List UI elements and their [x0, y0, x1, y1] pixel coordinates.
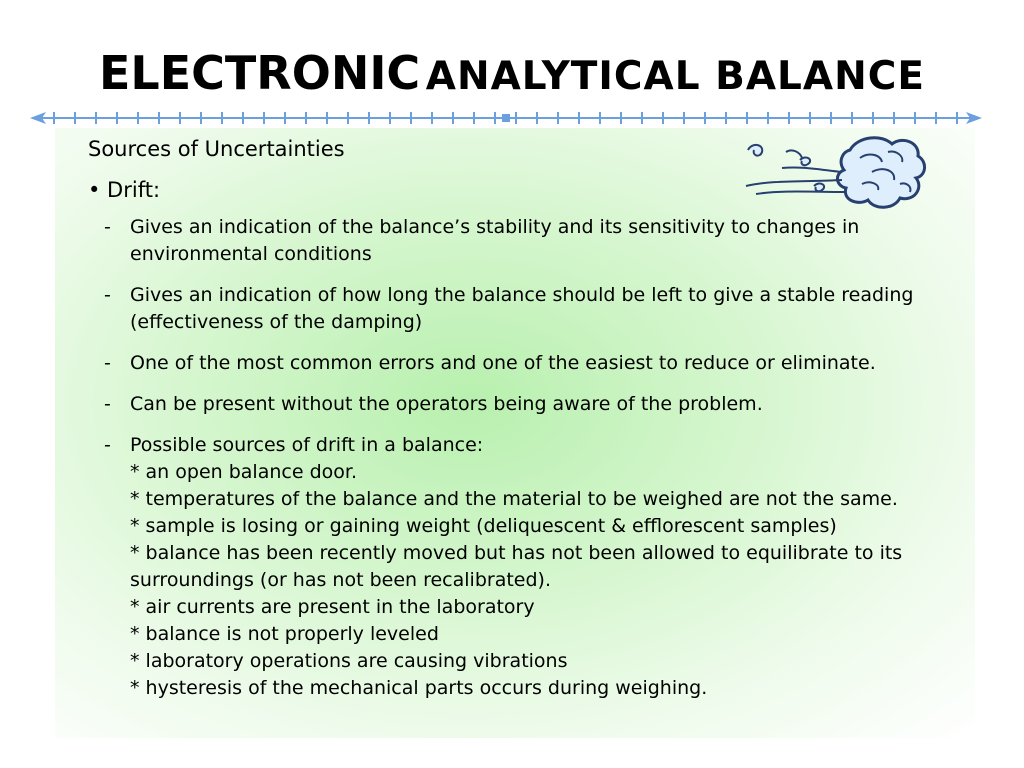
drift-source: * an open balance door.	[130, 461, 357, 483]
drift-source: * sample is losing or gaining weight (deliquescent & efflorescent samples)	[130, 515, 837, 537]
bullet-drift: • Drift:	[88, 178, 161, 202]
title-part-1: ELECTRONIC	[99, 46, 421, 100]
list-item	[88, 391, 968, 418]
drift-source: * temperatures of the balance and the material to be weighed are not the same.	[130, 488, 898, 510]
drift-source: * air currents are present in the laboratory	[130, 596, 535, 618]
section-heading: Sources of Uncertainties	[88, 137, 345, 161]
drift-source: * laboratory operations are causing vibrations	[130, 650, 568, 672]
item-text: Gives an indication of how long the balance should be left to give a stable reading (effectiveness of the damping)	[130, 284, 914, 333]
drift-list	[88, 214, 968, 702]
ruler-divider	[28, 108, 984, 128]
dash-marker: -	[104, 216, 111, 238]
drift-source: * balance is not properly leveled	[130, 623, 439, 645]
dash-marker: -	[104, 393, 111, 415]
list-item	[88, 282, 968, 336]
sources-intro: Possible sources of drift in a balance:	[130, 434, 484, 456]
dash-marker: -	[104, 352, 111, 374]
drift-source: * balance has been recently moved but has not been allowed to equilibrate to its surroundings (or has not been recalibrated).	[130, 542, 903, 591]
item-text: Can be present without the operators being aware of the problem.	[130, 393, 763, 415]
drift-sources-list	[130, 459, 968, 702]
ruler-center-mark	[502, 114, 510, 122]
slide-title	[0, 46, 1024, 100]
slide-body	[88, 134, 968, 716]
dash-marker: -	[104, 434, 111, 456]
dash-marker: -	[104, 284, 111, 306]
list-item	[88, 350, 968, 377]
item-text: One of the most common errors and one of the easiest to reduce or eliminate.	[130, 352, 876, 374]
list-item	[88, 214, 968, 268]
title-part-2: ANALYTICAL BALANCE	[425, 54, 925, 99]
list-item-sources	[88, 432, 968, 702]
drift-source: * hysteresis of the mechanical parts occurs during weighing.	[130, 677, 708, 699]
item-text: Gives an indication of the balance’s stability and its sensitivity to changes in environmental conditions	[130, 216, 860, 265]
